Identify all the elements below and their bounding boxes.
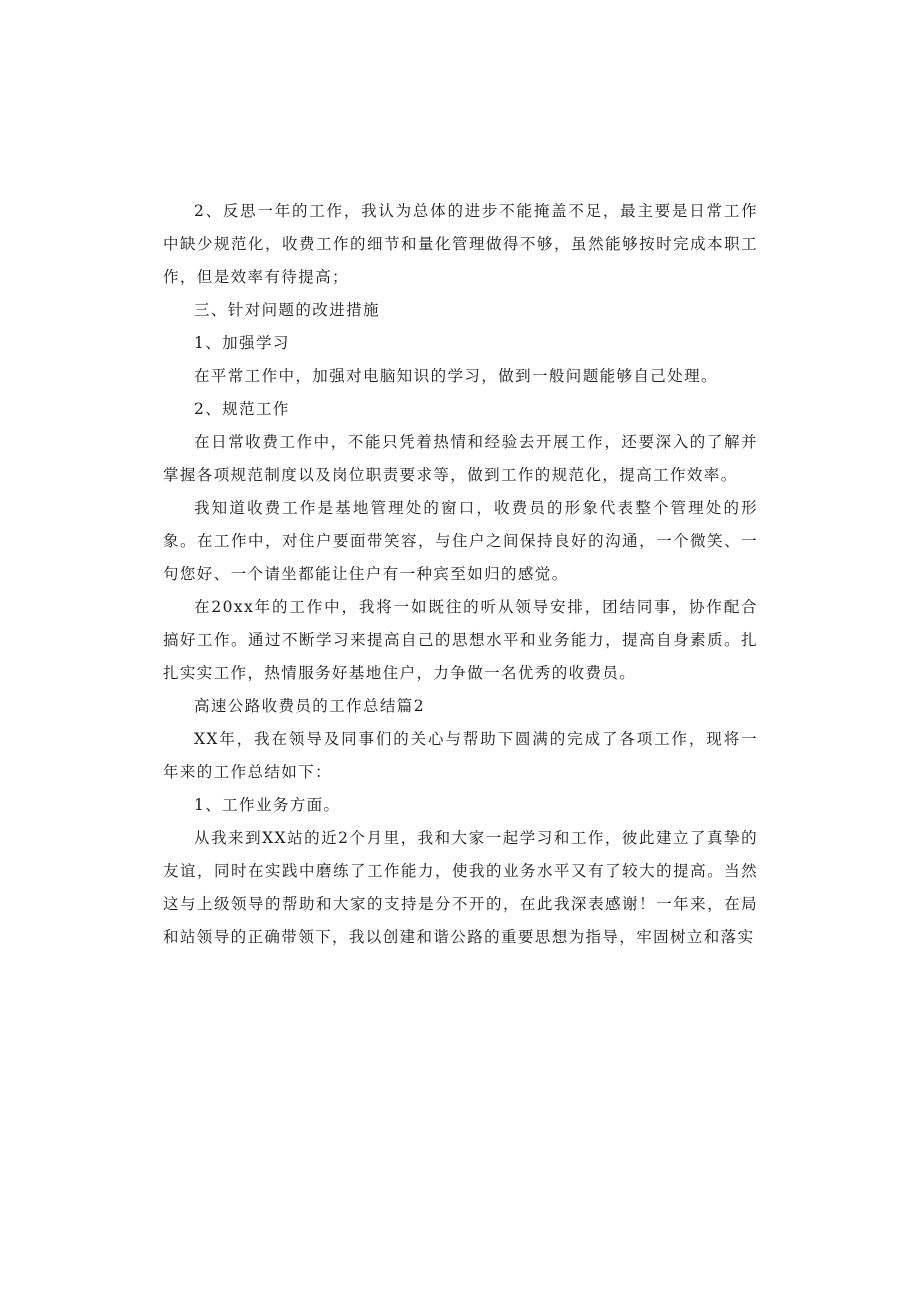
paragraph-study: 在平常工作中，加强对电脑知识的学习，做到一般问题能够自己处理。 bbox=[194, 367, 718, 385]
section-heading-improvements: 三、针对问题的改进措施 bbox=[194, 301, 380, 319]
subheading-strengthen-study: 1、加强学习 bbox=[194, 334, 290, 352]
paragraph-standardize: 在日常收费工作中，不能只凭着热情和经验去开展工作，还要深入的了解并掌握各项规范制度以及岗位职责要求等，做到工作的规范化，提高工作效率。 bbox=[163, 433, 758, 484]
subheading-business: 1、工作业务方面。 bbox=[194, 796, 341, 814]
paragraph-plan: 在20xx年的工作中，我将一如既往的听从领导安排，团结同事，协作配合搞好工作。通过不断学习来提高自己的思想水平和业务能力，提高自身素质。扎扎实实工作，热情服务好基地住户，力争做一名优秀的收费员。 bbox=[163, 598, 758, 682]
subheading-standardize-work: 2、规范工作 bbox=[194, 400, 290, 418]
paragraph-intro-part2: XX年，我在领导及同事们的关心与帮助下圆满的完成了各项工作，现将一年来的工作总结如下： bbox=[163, 730, 758, 781]
paragraph-window-image: 我知道收费工作是基地管理处的窗口，收费员的形象代表整个管理处的形象。在工作中，对住户要面带笑容，与住户之间保持良好的沟通，一个微笑、一句您好、一个请坐都能让住户有一种宾至如归的感觉。 bbox=[163, 499, 758, 583]
article-title-part2: 高速公路收费员的工作总结篇2 bbox=[194, 697, 425, 715]
paragraph-business: 从我来到XX站的近2个月里，我和大家一起学习和工作，彼此建立了真挚的友谊，同时在实践中磨练了工作能力，使我的业务水平又有了较大的提高。当然这与上级领导的帮助和大家的支持是分不开的，在此我深表感谢！一年来，在局和站领导的正确带领下，我以创建和谐公路的重要思想为指导，牢固树立和落实 bbox=[163, 829, 758, 946]
paragraph-reflection: 2、反思一年的工作，我认为总体的进步不能掩盖不足，最主要是日常工作中缺少规范化，收费工作的细节和量化管理做得不够，虽然能够按时完成本职工作，但是效率有待提高； bbox=[163, 202, 758, 286]
document-body bbox=[163, 195, 758, 954]
